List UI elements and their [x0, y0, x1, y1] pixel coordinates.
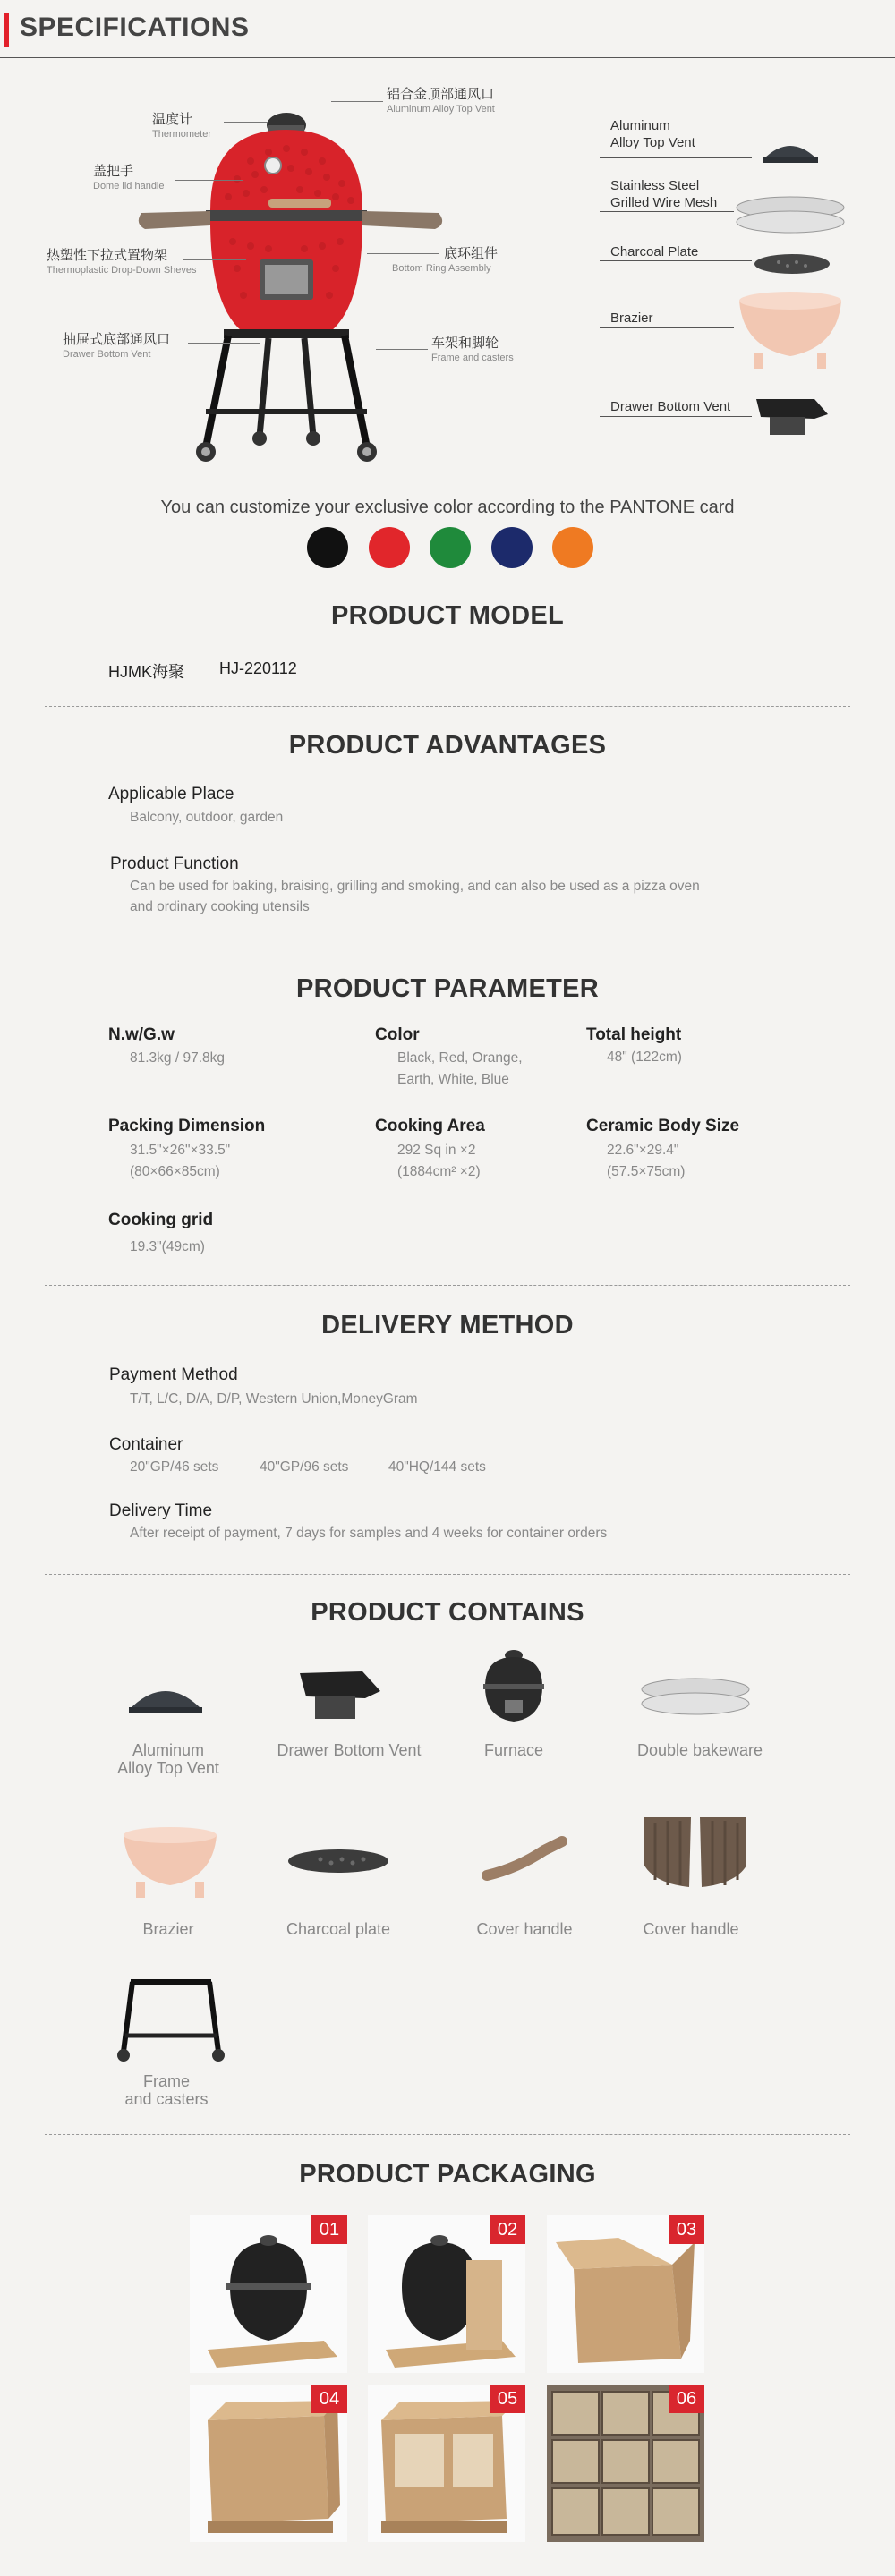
label-packing-dimension: Packing Dimension — [108, 1117, 266, 1135]
contains-caption-double-bakeware: Double bakeware — [636, 1741, 763, 1759]
callout-line — [224, 122, 268, 123]
part-line — [600, 157, 752, 158]
color-swatches — [307, 527, 593, 568]
packaging-step-number: 01 — [311, 2215, 347, 2244]
section-title-model: PRODUCT MODEL — [330, 601, 565, 630]
part-label-wire-mesh: Stainless Steel Grilled Wire Mesh — [610, 178, 718, 210]
value-total-height: 48" (122cm) — [607, 1050, 682, 1065]
part-line — [600, 260, 752, 261]
part-label-top-vent: Aluminum Alloy Top Vent — [610, 118, 695, 150]
color-swatch-orange[interactable] — [552, 527, 593, 568]
label-cooking-grid: Cooking grid — [108, 1211, 214, 1229]
contains-caption-cover-handle-1: Cover handle — [476, 1920, 573, 1938]
callout-shelves: 热塑性下拉式置物架 Thermoplastic Drop-Down Sheves — [47, 248, 197, 276]
section-title-contains: PRODUCT CONTAINS — [311, 1598, 584, 1627]
packaging-step-04 — [190, 2385, 347, 2542]
contains-top-vent-image — [125, 1673, 206, 1718]
packaging-step-number: 02 — [490, 2215, 525, 2244]
packaging-step-number: 05 — [490, 2385, 525, 2413]
contains-caption-brazier: Brazier — [142, 1920, 194, 1938]
contains-caption-frame: Frame and casters — [124, 2072, 209, 2108]
contains-caption-top-vent: Aluminum Alloy Top Vent — [117, 1741, 219, 1777]
section-divider — [45, 1285, 850, 1286]
callout-bottom-ring: 底环组件 Bottom Ring Assembly — [392, 246, 499, 274]
value-product-function-2: and ordinary cooking utensils — [130, 899, 310, 914]
contains-charcoal-plate-image — [285, 1845, 392, 1877]
label-container: Container — [109, 1435, 183, 1454]
packaging-step-number: 04 — [311, 2385, 347, 2413]
section-title-parameter: PRODUCT PARAMETER — [295, 974, 600, 1003]
packaging-step-02 — [368, 2215, 525, 2373]
charcoal-plate-image — [752, 251, 832, 277]
value-cooking-area-1: 292 Sq in ×2 — [397, 1143, 476, 1158]
value-applicable-place: Balcony, outdoor, garden — [130, 810, 284, 825]
label-total-height: Total height — [586, 1025, 682, 1044]
drawer-vent-image — [752, 392, 832, 441]
value-container-20gp: 20"GP/46 sets — [130, 1459, 219, 1475]
top-vent-image — [759, 132, 822, 168]
callout-line — [175, 180, 243, 181]
callout-thermometer: 温度计 Thermometer — [152, 112, 212, 140]
part-label-charcoal-plate: Charcoal Plate — [610, 244, 699, 259]
value-cooking-area-2: (1884cm² ×2) — [397, 1164, 481, 1179]
brazier-image — [732, 285, 848, 374]
callout-frame: 车架和脚轮 Frame and casters — [431, 336, 514, 363]
section-title-delivery: DELIVERY METHOD — [321, 1311, 574, 1339]
wire-mesh-image — [732, 188, 848, 242]
value-packing-1: 31.5"×26"×33.5" — [130, 1143, 231, 1158]
model-brand: HJMK海聚 — [108, 663, 184, 681]
callout-line — [183, 259, 246, 260]
label-cooking-area: Cooking Area — [375, 1117, 485, 1135]
value-packing-2: (80×66×85cm) — [130, 1164, 220, 1179]
part-line — [600, 416, 752, 417]
section-divider — [45, 2134, 850, 2135]
contains-brazier-image — [116, 1821, 224, 1906]
label-product-function: Product Function — [110, 854, 239, 873]
value-container-40gp: 40"GP/96 sets — [260, 1459, 349, 1475]
value-delivery-time: After receipt of payment, 7 days for samples and 4 weeks for container orders — [130, 1526, 608, 1541]
color-swatch-black[interactable] — [307, 527, 348, 568]
value-container-40hq: 40"HQ/144 sets — [388, 1459, 486, 1475]
header-accent-bar — [4, 13, 9, 47]
callout-line — [376, 349, 428, 350]
part-label-brazier: Brazier — [610, 310, 653, 326]
value-body-size-2: (57.5×75cm) — [607, 1164, 686, 1179]
label-color: Color — [375, 1025, 420, 1044]
section-divider — [45, 706, 850, 707]
customize-color-text: You can customize your exclusive color according to the PANTONE card — [160, 497, 735, 517]
value-body-size-1: 22.6"×29.4" — [607, 1143, 679, 1158]
color-swatch-green[interactable] — [430, 527, 471, 568]
value-color-2: Earth, White, Blue — [397, 1072, 509, 1087]
section-title-packaging: PRODUCT PACKAGING — [299, 2160, 596, 2189]
contains-caption-charcoal-plate: Charcoal plate — [286, 1920, 391, 1938]
value-cooking-grid: 19.3"(49cm) — [130, 1239, 205, 1254]
contains-caption-furnace: Furnace — [483, 1741, 544, 1759]
packaging-step-05 — [368, 2385, 525, 2542]
callout-dome-handle: 盖把手 Dome lid handle — [93, 164, 165, 191]
contains-side-shelves-image — [637, 1812, 754, 1892]
callout-line — [331, 101, 383, 102]
model-code: HJ-220112 — [219, 659, 297, 677]
packaging-step-01 — [190, 2215, 347, 2373]
callout-line — [188, 343, 260, 344]
header-divider — [0, 57, 895, 58]
packaging-step-number: 03 — [669, 2215, 704, 2244]
contains-cover-handle-image — [482, 1832, 571, 1886]
value-nw-gw: 81.3kg / 97.8kg — [130, 1050, 225, 1066]
label-delivery-time: Delivery Time — [109, 1501, 213, 1520]
contains-double-bakeware-image — [637, 1670, 754, 1723]
packaging-step-06 — [547, 2385, 704, 2542]
callout-line — [367, 253, 439, 254]
label-nw-gw: N.w/G.w — [108, 1025, 175, 1044]
contains-caption-cover-handle-2: Cover handle — [643, 1920, 739, 1938]
part-line — [600, 211, 734, 212]
part-line — [600, 327, 734, 328]
contains-drawer-vent-image — [295, 1662, 385, 1725]
value-payment-method: T/T, L/C, D/A, D/P, Western Union,MoneyGram — [130, 1391, 418, 1407]
label-payment-method: Payment Method — [109, 1365, 238, 1384]
callout-top-vent: 铝合金顶部通风口 Aluminum Alloy Top Vent — [387, 87, 495, 115]
color-swatch-red[interactable] — [369, 527, 410, 568]
contains-caption-drawer-vent: Drawer Bottom Vent — [277, 1741, 422, 1759]
packaging-step-number: 06 — [669, 2385, 704, 2413]
contains-furnace-image — [478, 1646, 550, 1731]
packaging-step-03 — [547, 2215, 704, 2373]
value-color-1: Black, Red, Orange, — [397, 1050, 523, 1066]
page-title: SPECIFICATIONS — [20, 13, 250, 42]
color-swatch-navy[interactable] — [491, 527, 533, 568]
kamado-grill-illustration — [134, 98, 510, 483]
label-ceramic-body-size: Ceramic Body Size — [586, 1117, 740, 1135]
section-divider — [45, 1574, 850, 1575]
section-title-advantages: PRODUCT ADVANTAGES — [288, 731, 607, 760]
label-applicable-place: Applicable Place — [108, 785, 234, 803]
value-product-function-1: Can be used for baking, braising, grilling and smoking, and can also be used as a pizza oven — [130, 879, 700, 894]
part-label-drawer-vent: Drawer Bottom Vent — [610, 399, 731, 414]
callout-drawer-vent: 抽屉式底部通风口 Drawer Bottom Vent — [63, 332, 171, 360]
contains-frame-image — [113, 1973, 229, 2062]
